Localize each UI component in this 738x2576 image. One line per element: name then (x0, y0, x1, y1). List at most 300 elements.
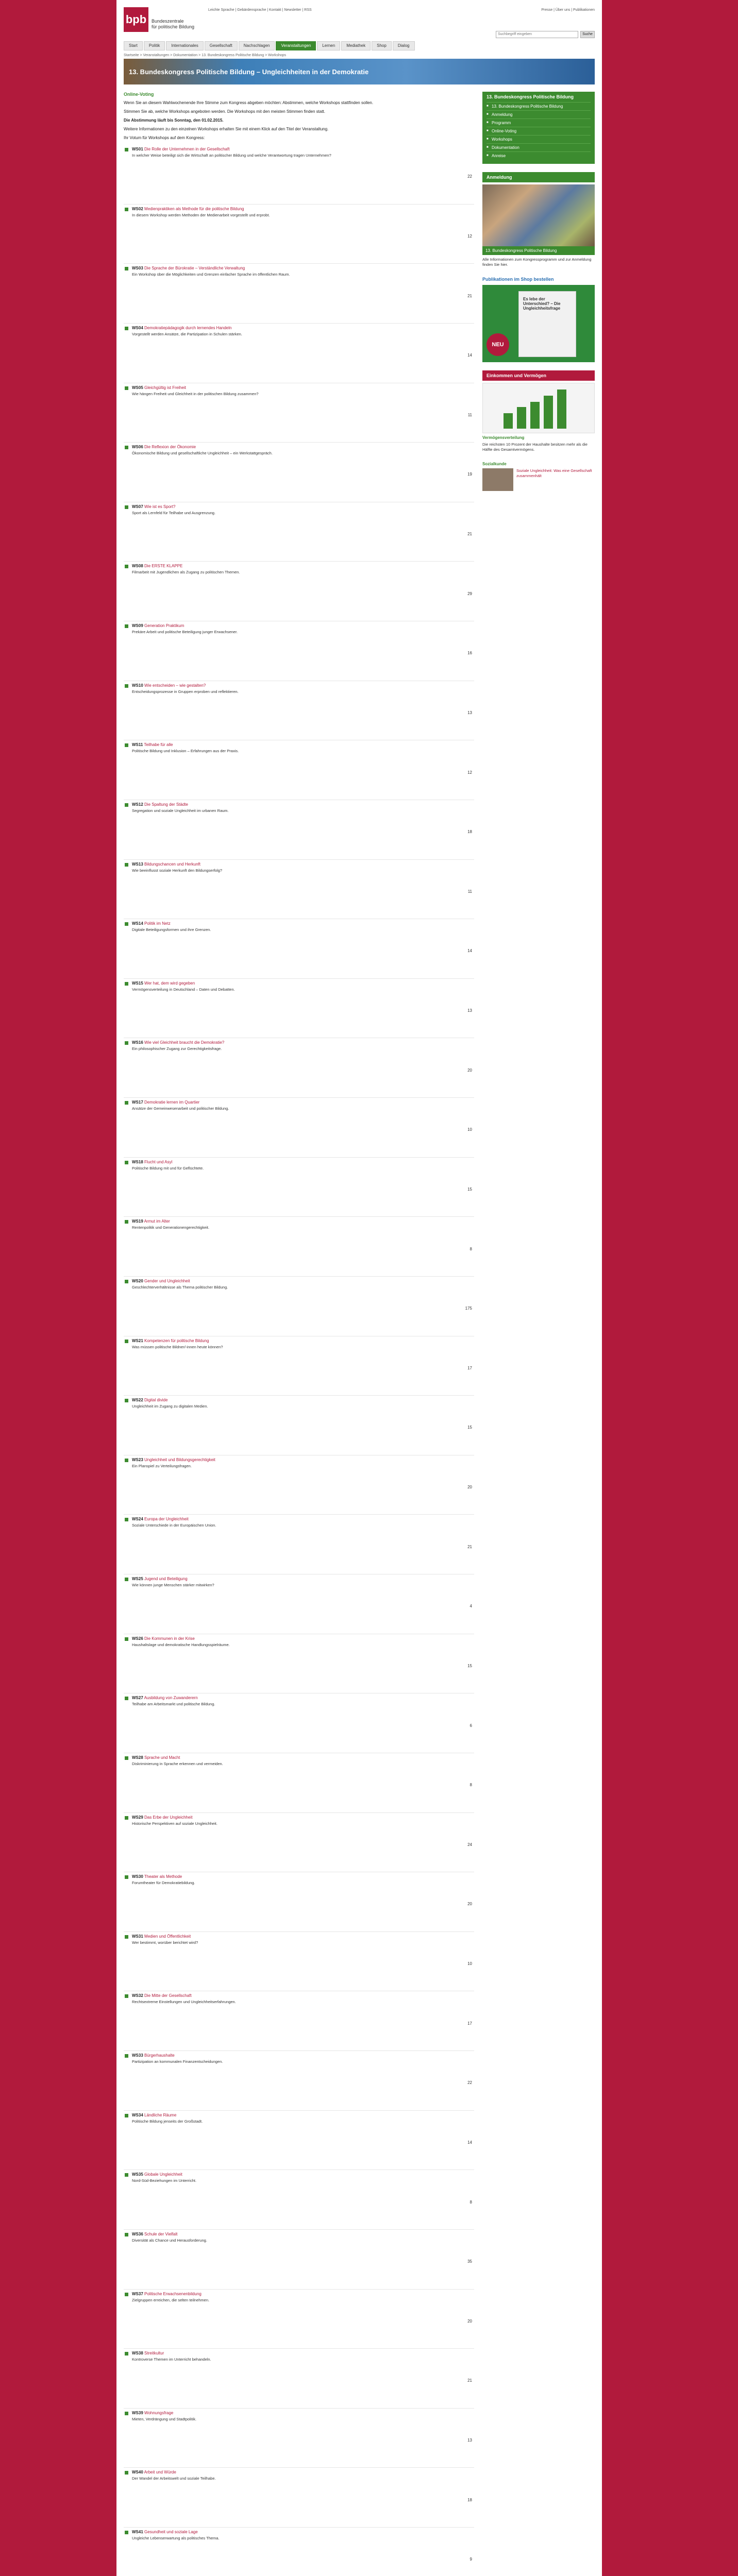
workshop-title[interactable] (132, 2530, 459, 2535)
workshop-description: Der Wandel der Arbeitswelt und soziale Teilhabe. (132, 2476, 216, 2481)
chart-bar (517, 407, 526, 429)
workshop-item[interactable] (124, 1098, 474, 1158)
anmeldung-box (482, 172, 595, 269)
vote-checkbox[interactable] (125, 624, 128, 628)
workshop-description: Ungleichheit im Zugang zu digitalen Medien. (132, 1404, 208, 1409)
vote-count: 11 (467, 889, 472, 894)
vote-count: 15 (467, 1187, 472, 1192)
workshop-title[interactable] (132, 981, 459, 986)
workshop-code: WS05 (132, 385, 143, 390)
site-header (116, 0, 602, 41)
vote-checkbox[interactable] (125, 267, 128, 270)
workshop-title[interactable] (132, 2053, 459, 2058)
workshop-title-text: Wie entscheiden – wie gestalten? (144, 683, 206, 688)
vote-count: 13 (467, 1008, 472, 1013)
workshop-title-text: Die Spaltung der Städte (144, 802, 188, 807)
vote-count: 14 (467, 948, 472, 954)
sidebar-nav-item[interactable]: ■ 13. Bundeskongress Politische Bildung (487, 102, 591, 110)
income-section-title: Einkommen und Vermögen (482, 370, 595, 381)
vote-checkbox[interactable] (125, 922, 128, 926)
workshop-title[interactable] (132, 1219, 459, 1224)
search-input[interactable]: Suchbegriff eingeben (496, 31, 578, 38)
workshop-title-text: Arbeit und Würde (144, 2470, 176, 2475)
vote-checkbox[interactable] (125, 2114, 128, 2117)
workshop-item[interactable] (124, 1396, 474, 1455)
workshop-code: WS27 (132, 1696, 143, 1701)
workshop-code: WS02 (132, 206, 143, 211)
workshop-title[interactable] (132, 862, 459, 867)
vote-count: 29 (467, 591, 472, 596)
workshop-code: WS10 (132, 683, 143, 688)
workshop-description: Filmarbeit mit Jugendlichen als Zugang zu politischen Themen. (132, 570, 240, 575)
workshop-item[interactable] (124, 562, 474, 621)
workshop-title[interactable] (132, 802, 459, 807)
workshop-title-text: Politische Erwachsenenbildung (144, 2291, 202, 2296)
image-caption[interactable]: 13. Bundeskongress Politische Bildung (482, 246, 595, 255)
workshop-code: WS03 (132, 266, 143, 271)
chart-bar (557, 389, 566, 429)
workshop-description: Vorgestellt werden Ansätze, die Partizipation in Schulen stärken. (132, 331, 242, 336)
workshop-item[interactable] (124, 502, 474, 562)
workshop-item[interactable] (124, 2051, 474, 2111)
vote-checkbox[interactable] (125, 1161, 128, 1164)
workshop-title-text: Gender und Ungleichheit (144, 1278, 190, 1283)
vote-checkbox[interactable] (125, 982, 128, 986)
blog-title: Sozialkunde (482, 462, 507, 466)
vote-count: 8 (469, 1246, 472, 1251)
workshop-item[interactable] (124, 860, 474, 920)
workshop-item[interactable] (124, 1217, 474, 1277)
vote-checkbox[interactable] (125, 208, 128, 211)
book-cover (518, 291, 576, 357)
workshop-item[interactable] (124, 1038, 474, 1098)
workshop-code: WS17 (132, 1100, 143, 1105)
workshop-item[interactable] (124, 2468, 474, 2528)
workshop-description: Prekäre Arbeit und politische Beteiligung junger Erwachsener. (132, 630, 238, 634)
vote-count: 20 (467, 2318, 472, 2324)
top-links-left[interactable]: Leichte Sprache | Gebärdensprache | Kontakt | Newsletter | RSS (208, 8, 312, 12)
workshop-item[interactable] (124, 383, 474, 443)
workshop-list (124, 145, 474, 2576)
workshop-code: WS01 (132, 147, 143, 151)
workshop-description: Was müssen politische Bildner/-innen heute können? (132, 1344, 223, 1349)
workshop-title-text: Europa der Ungleichheit (144, 1517, 189, 1522)
vote-checkbox[interactable] (125, 386, 128, 390)
vote-count: 8 (469, 1783, 472, 1788)
nav-item[interactable]: Nachschlagen (239, 41, 275, 50)
vote-count: 13 (467, 2438, 472, 2443)
vote-checkbox[interactable] (125, 2471, 128, 2475)
chart-subtitle[interactable]: Vermögensverteilung (482, 435, 525, 440)
workshop-description: Politische Bildung und Inklusion – Erfahrungen aus der Praxis. (132, 749, 239, 754)
vote-checkbox[interactable] (125, 803, 128, 807)
workshop-title[interactable] (132, 1517, 459, 1522)
workshop-item[interactable] (124, 1574, 474, 1634)
vote-count: 175 (465, 1306, 472, 1311)
vote-count: 9 (469, 2557, 472, 2562)
workshop-description: Ansätze der Gemeinwesenarbeit und politischer Bildung. (132, 1106, 229, 1111)
workshop-code: WS08 (132, 564, 143, 569)
vote-count: 4 (469, 1604, 472, 1609)
workshop-title[interactable] (132, 1577, 459, 1582)
workshop-item[interactable] (124, 1872, 474, 1932)
workshop-title[interactable] (132, 1279, 459, 1284)
vote-checkbox[interactable] (125, 1875, 128, 1879)
workshop-item[interactable] (124, 2230, 474, 2290)
workshop-code: WS33 (132, 2053, 143, 2058)
workshop-title-text: Demokratie lernen im Quartier (144, 1100, 200, 1105)
vote-checkbox[interactable] (125, 2293, 128, 2296)
workshop-item[interactable] (124, 1158, 474, 1217)
workshop-code: WS07 (132, 504, 143, 509)
workshop-title-text: Wie viel Gleichheit braucht die Demokratie? (144, 1040, 225, 1045)
blog-entry[interactable] (482, 468, 595, 491)
vote-count: 35 (467, 2259, 472, 2264)
workshop-title-text: Die Reflexion der Ökonomie (144, 445, 196, 450)
workshop-code: WS25 (132, 1577, 143, 1581)
workshop-title[interactable] (132, 266, 459, 271)
workshop-title[interactable] (132, 921, 459, 926)
vote-count: 18 (467, 829, 472, 835)
workshop-code: WS11 (132, 742, 143, 748)
workshop-title[interactable] (132, 564, 459, 569)
workshop-title-text: Bürgerhaushalte (144, 2053, 175, 2058)
vote-checkbox[interactable] (125, 148, 128, 151)
vote-count: 15 (467, 1663, 472, 1668)
workshop-description: Soziale Unterschiede in der Europäischen Union. (132, 1523, 216, 1528)
workshop-code: WS34 (132, 2112, 143, 2117)
workshop-code: WS29 (132, 1815, 143, 1820)
vote-checkbox[interactable] (125, 1816, 128, 1820)
workshop-description: Wie hängen Freiheit und Gleichheit in der politischen Bildung zusammen? (132, 391, 259, 396)
workshop-title[interactable] (132, 742, 459, 748)
nav-item[interactable]: Lernen (317, 41, 340, 50)
vote-checkbox[interactable] (125, 2054, 128, 2058)
vote-checkbox[interactable] (125, 863, 128, 867)
vote-count: 10 (467, 1961, 472, 1967)
bpb-logo[interactable] (124, 7, 148, 32)
workshop-title-text: Gesundheit und soziale Lage (144, 2530, 198, 2534)
vote-checkbox[interactable] (125, 1041, 128, 1045)
vote-checkbox[interactable] (125, 1399, 128, 1402)
workshop-description: Wie beeinflusst soziale Herkunft den Bildungserfolg? (132, 868, 223, 873)
nav-item[interactable]: Mediathek (341, 41, 371, 50)
workshop-title[interactable] (132, 1815, 459, 1820)
workshop-title[interactable] (132, 445, 459, 450)
vote-checkbox[interactable] (125, 1994, 128, 1998)
workshop-item[interactable] (124, 979, 474, 1039)
workshop-description: Ein Workshop über die Möglichkeiten und Grenzen einfacher Sprache im öffentlichen Raum. (132, 272, 290, 277)
nav-item[interactable]: Gesellschaft (205, 41, 238, 50)
workshop-code: WS40 (132, 2470, 143, 2475)
workshop-description: Nord-Süd-Beziehungen im Unterricht. (132, 2178, 197, 2183)
workshop-title[interactable] (132, 207, 459, 212)
workshop-title[interactable] (132, 2470, 459, 2475)
top-links-right[interactable]: Presse | Über uns | Publikationen (541, 8, 595, 12)
workshop-title[interactable] (132, 1755, 459, 1760)
workshop-title[interactable] (132, 1636, 459, 1641)
chart-bar (530, 402, 540, 429)
vote-count: 22 (467, 2080, 472, 2086)
workshop-description: Diversität als Chance und Herausforderung. (132, 2238, 207, 2243)
sidebar-nav-item[interactable]: ■ Anreise (487, 151, 591, 160)
vote-checkbox[interactable] (125, 2352, 128, 2355)
workshop-title[interactable] (132, 1934, 459, 1939)
workshop-title[interactable] (132, 2113, 459, 2118)
workshop-item[interactable] (124, 1455, 474, 1515)
vote-count: 17 (467, 2021, 472, 2026)
workshop-title-text: Schule der Vielfalt (144, 2231, 178, 2236)
vote-count: 21 (467, 532, 472, 537)
vote-count: 16 (467, 651, 472, 656)
vote-checkbox[interactable] (125, 1637, 128, 1641)
workshop-item[interactable] (124, 681, 474, 741)
vote-count: 21 (467, 293, 472, 298)
workshop-title[interactable] (132, 1398, 459, 1403)
nav-item[interactable]: Dialog (393, 41, 415, 50)
workshop-title-text: Demokratiepädagogik durch lernendes Handeln (144, 325, 232, 330)
deadline-text: Die Abstimmung läuft bis Sonntag, den 01.02.2015. (124, 118, 224, 123)
workshop-item[interactable] (124, 2170, 474, 2230)
workshop-title[interactable] (132, 2351, 459, 2356)
workshop-title-text: Die Mitte der Gesellschaft (144, 1993, 192, 1998)
sidebar-nav-item[interactable]: ■ Workshops (487, 135, 591, 143)
workshop-title-text: Streitkultur (144, 2351, 164, 2356)
workshop-description: Haushaltslage und demokratische Handlungsspielräume. (132, 1642, 230, 1647)
workshop-item[interactable] (124, 264, 474, 324)
chart-bar (504, 413, 513, 429)
vote-checkbox[interactable] (125, 1578, 128, 1581)
main-content (124, 92, 474, 2576)
workshop-title-text: Theater als Methode (144, 1874, 182, 1879)
workshop-description: Teilhabe am Arbeitsmarkt und politische Bildung. (132, 1702, 215, 1707)
workshop-description: Wie können junge Menschen stärker mitwirken? (132, 1583, 214, 1587)
vote-count: 10 (467, 1127, 472, 1132)
workshop-description: Diskriminierung in Sprache erkennen und vermeiden. (132, 1761, 223, 1766)
vote-checkbox[interactable] (125, 1697, 128, 1700)
workshop-title[interactable] (132, 1874, 459, 1879)
vote-checkbox[interactable] (125, 565, 128, 568)
workshop-item[interactable] (124, 1932, 474, 1992)
workshop-code: WS09 (132, 623, 143, 628)
workshop-item[interactable] (124, 1336, 474, 1396)
workshop-description: Rechtsextreme Einstellungen und Ungleichheitserfahrungen. (132, 1999, 236, 2005)
vote-checkbox[interactable] (125, 684, 128, 688)
vote-checkbox[interactable] (125, 2173, 128, 2177)
workshop-title[interactable] (132, 385, 459, 391)
page (116, 0, 602, 2576)
workshop-title[interactable] (132, 2172, 459, 2177)
workshop-title[interactable] (132, 1040, 459, 1045)
workshop-item[interactable] (124, 1753, 474, 1813)
workshop-code: WS06 (132, 445, 143, 450)
workshop-description: Geschlechterverhältnisse als Thema politischer Bildung. (132, 1284, 228, 1290)
workshop-description: Rentenpolitik und Generationengerechtigkeit. (132, 1225, 210, 1230)
workshop-item[interactable] (124, 2528, 474, 2576)
workshop-title-text: Die Sprache der Bürokratie – Verständliche Verwaltung (144, 266, 245, 271)
publications-title[interactable]: Publikationen im Shop bestellen (482, 277, 554, 282)
workshop-title[interactable] (132, 2292, 459, 2297)
workshop-item[interactable] (124, 1991, 474, 2051)
vote-count: 14 (467, 2140, 472, 2145)
workshop-code: WS30 (132, 1874, 143, 1879)
vote-checkbox[interactable] (125, 2531, 128, 2534)
workshop-code: WS23 (132, 1457, 143, 1462)
vote-checkbox[interactable] (125, 446, 128, 449)
workshop-title[interactable] (132, 504, 459, 510)
workshop-item[interactable] (124, 2290, 474, 2349)
workshop-item[interactable] (124, 2349, 474, 2409)
vote-count: 19 (467, 472, 472, 477)
workshop-title-text: Wohnungsfrage (144, 2410, 174, 2415)
workshop-item[interactable] (124, 205, 474, 264)
workshop-item[interactable] (124, 621, 474, 681)
vote-checkbox[interactable] (125, 327, 128, 330)
wealth-chart[interactable] (482, 383, 595, 433)
vote-checkbox[interactable] (125, 1220, 128, 1224)
vote-count: 8 (469, 2199, 472, 2205)
nav-item[interactable]: Internationales (166, 41, 203, 50)
workshop-title[interactable] (132, 1993, 459, 1998)
workshop-code: WS22 (132, 1398, 143, 1403)
vote-count: 18 (467, 2497, 472, 2502)
page-title: 13. Bundeskongress Politische Bildung – Ungleichheiten in der Demokratie (129, 68, 369, 76)
workshop-title-text: Ungleichheit und Bildungsgerechtigkeit (144, 1457, 215, 1462)
workshop-item[interactable] (124, 2409, 474, 2468)
workshop-title-text: Flucht und Asyl (144, 1159, 173, 1164)
workshop-title[interactable] (132, 1100, 459, 1105)
vote-checkbox[interactable] (125, 1518, 128, 1521)
workshop-title[interactable] (132, 1696, 459, 1701)
vote-checkbox[interactable] (125, 1280, 128, 1283)
vote-checkbox[interactable] (125, 1340, 128, 1343)
workshop-description: Partizipation an kommunalen Finanzentscheidungen. (132, 2059, 223, 2064)
workshop-code: WS39 (132, 2410, 143, 2415)
vote-count: 20 (467, 1485, 472, 1490)
workshop-code: WS41 (132, 2530, 143, 2534)
workshop-code: WS20 (132, 1278, 143, 1283)
nav-item[interactable]: Veranstaltungen (276, 41, 316, 50)
workshop-title-text: Digital divide (144, 1398, 168, 1403)
workshop-item[interactable] (124, 1693, 474, 1753)
workshop-title[interactable] (132, 1458, 459, 1463)
workshop-item[interactable] (124, 443, 474, 502)
sidebar-nav-item[interactable]: ■ Online-Voting (487, 127, 591, 135)
workshop-item[interactable] (124, 1813, 474, 1873)
blog-entry-title[interactable]: Soziale Ungleichheit: Was eine Gesellschaft zusammenhält (516, 468, 592, 478)
vote-count: 20 (467, 1902, 472, 1907)
workshop-title-text: Teilhabe für alle (144, 742, 173, 748)
congress-image[interactable] (482, 184, 595, 246)
nav-item[interactable]: Start (124, 41, 143, 50)
workshop-item[interactable] (124, 800, 474, 860)
page-banner (124, 59, 595, 84)
vote-checkbox[interactable] (125, 1935, 128, 1939)
workshop-title[interactable] (132, 326, 459, 331)
workshop-item[interactable] (124, 1277, 474, 1336)
workshop-code: WS35 (132, 2172, 143, 2177)
workshop-code: WS19 (132, 1219, 143, 1224)
anmeldung-title: Anmeldung (482, 172, 595, 182)
workshop-code: WS31 (132, 1934, 143, 1939)
intro-paragraph: Weitere Informationen zu den einzelnen Workshops erhalten Sie mit einem Klick auf den Titel der Veranstaltung. (124, 127, 329, 131)
sidebar (482, 92, 595, 491)
workshop-item[interactable] (124, 919, 474, 979)
nav-item[interactable]: Politik (144, 41, 165, 50)
vote-checkbox[interactable] (125, 1459, 128, 1462)
workshop-description: Digitale Beteiligungsformen und ihre Grenzen. (132, 927, 211, 933)
sidebar-nav-item[interactable]: ■ Dokumentation (487, 143, 591, 151)
vote-checkbox[interactable] (125, 2233, 128, 2236)
workshop-code: WS28 (132, 1755, 143, 1760)
workshop-code: WS16 (132, 1040, 143, 1045)
workshop-item[interactable] (124, 740, 474, 800)
workshop-title-text: Medienpraktiken als Methode für die politische Bildung (144, 206, 244, 211)
workshop-title[interactable] (132, 2232, 459, 2237)
book-teaser[interactable] (482, 285, 595, 362)
workshop-item[interactable] (124, 145, 474, 205)
vote-count: 21 (467, 2378, 472, 2383)
workshop-title[interactable] (132, 683, 459, 688)
workshop-title[interactable] (132, 623, 459, 629)
workshop-title[interactable] (132, 1160, 459, 1165)
wealth-chart-graphic (483, 383, 595, 433)
workshop-title[interactable] (132, 1338, 459, 1344)
sidebar-nav-item[interactable]: ■ Anmeldung (487, 110, 591, 118)
workshop-code: WS12 (132, 802, 143, 807)
workshop-title-text: Politik im Netz (144, 921, 171, 926)
workshop-description: Vermögensverteilung in Deutschland – Daten und Debatten. (132, 987, 235, 992)
workshop-title-text: Armut im Alter (144, 1219, 170, 1224)
chart-description: Die reichsten 10 Prozent der Haushalte besitzen mehr als die Hälfte des Gesamtvermögens. (482, 442, 588, 452)
vote-count: 12 (467, 770, 472, 775)
workshop-description: Wer bestimmt, worüber berichtet wird? (132, 1940, 198, 1945)
vote-checkbox[interactable] (125, 1101, 128, 1105)
workshop-title-text: Gleichgültig ist Freiheit (144, 385, 186, 390)
logo-subtitle-line-1: Bundeszentrale (152, 19, 184, 24)
vote-checkbox[interactable] (125, 2412, 128, 2415)
sidebar-nav-item[interactable]: ■ Programm (487, 118, 591, 127)
vote-count: 17 (467, 1365, 472, 1370)
logo-text: bpb (125, 13, 147, 26)
workshop-item[interactable] (124, 324, 474, 383)
workshop-item[interactable] (124, 1515, 474, 1574)
workshop-title-text: Kompetenzen für politische Bildung (144, 1338, 209, 1343)
main-nav (124, 41, 415, 50)
workshop-title-text: Ländliche Räume (144, 2112, 177, 2117)
workshop-title-text: Medien und Öffentlichkeit (144, 1934, 191, 1939)
workshop-item[interactable] (124, 2111, 474, 2171)
nav-item[interactable]: Shop (372, 41, 392, 50)
workshop-title-text: Bildungschancen und Herkunft (144, 861, 200, 867)
section-title: Online-Voting (124, 92, 154, 97)
workshop-title[interactable] (132, 147, 459, 152)
logo-subtitle (152, 19, 194, 30)
workshop-title[interactable] (132, 2411, 459, 2416)
vote-count: 24 (467, 1842, 472, 1847)
search-button[interactable]: Suche (580, 31, 595, 38)
vote-checkbox[interactable] (125, 743, 128, 747)
sidebar-nav-title: 13. Bundeskongress Politische Bildung (482, 92, 595, 102)
vote-checkbox[interactable] (125, 1756, 128, 1760)
workshop-item[interactable] (124, 1634, 474, 1694)
workshop-code: WS04 (132, 325, 143, 330)
vote-checkbox[interactable] (125, 505, 128, 509)
workshop-code: WS26 (132, 1636, 143, 1641)
new-badge: NEU (487, 333, 509, 356)
hint-text: Ihr Votum für Workshops auf dem Kongress: (124, 135, 205, 140)
workshop-title-text: Sprache und Macht (144, 1755, 180, 1760)
